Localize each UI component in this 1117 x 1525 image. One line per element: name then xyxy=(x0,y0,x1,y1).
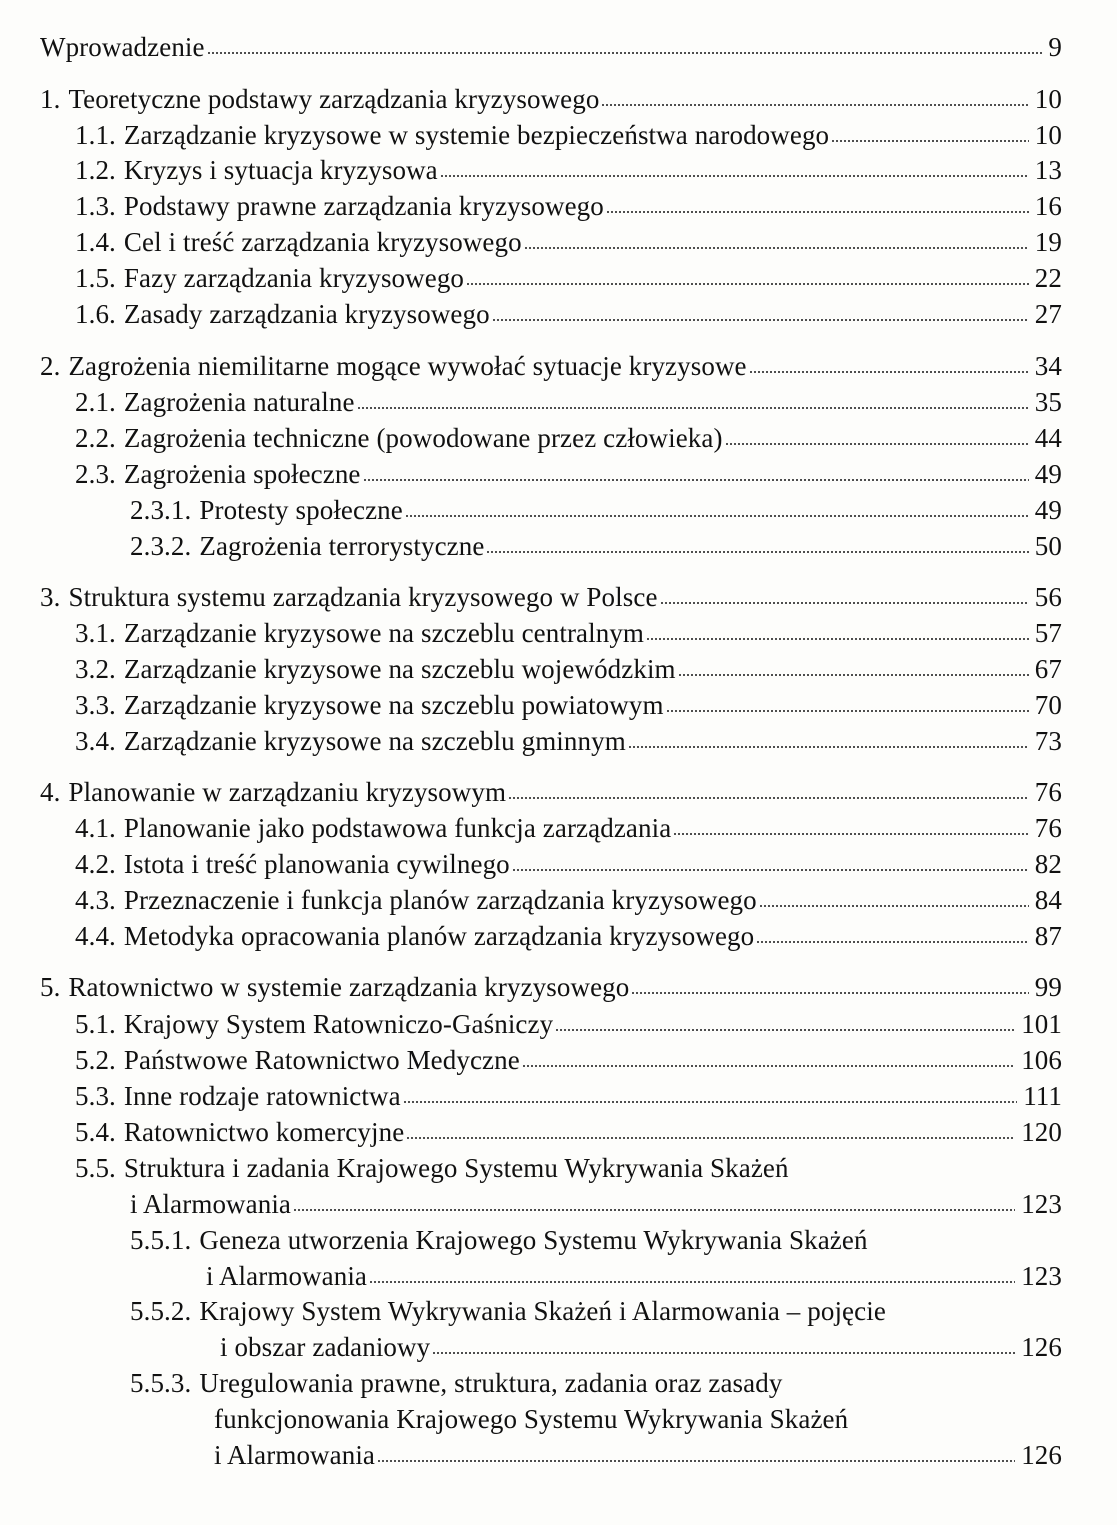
toc-entry-title: Ratownictwo w systemie zarządzania kryzysowego xyxy=(68,972,630,1002)
toc-entry xyxy=(130,527,1062,565)
toc-entry-title: Zagrożenia naturalne xyxy=(123,387,355,417)
toc-entry-number: 3.3. xyxy=(75,690,116,720)
toc-entry-number: 1.4. xyxy=(75,227,116,257)
toc-entry-page-number: 35 xyxy=(1034,387,1062,417)
toc-entry xyxy=(40,28,1062,66)
toc-entry xyxy=(40,80,1062,118)
toc-entry xyxy=(75,223,1062,261)
dot-leader xyxy=(207,48,1043,58)
toc-entry-number: 5.5.3. xyxy=(130,1368,192,1398)
toc-entry xyxy=(75,1113,1062,1151)
toc-entry xyxy=(214,1436,1062,1474)
toc-entry-number: 1.1. xyxy=(75,120,116,150)
toc-entry-page-number: 111 xyxy=(1023,1081,1062,1111)
toc-entry-title: Planowanie jako podstawowa funkcja zarządzania xyxy=(123,813,672,843)
toc-entry xyxy=(214,1400,1062,1438)
dot-leader xyxy=(377,1456,1015,1466)
toc-entry-number: 2. xyxy=(40,351,61,381)
toc-entry-title: Kryzys i sytuacja kryzysowa xyxy=(123,155,438,185)
toc-entry-title: Zagrożenia niemilitarne mogące wywołać sytuacje kryzysowe xyxy=(68,351,747,381)
toc-entry-title: i Alarmowania xyxy=(130,1189,292,1219)
toc-entry-page-number: 10 xyxy=(1034,120,1062,150)
toc-entry-title: Metodyka opracowania planów zarządzania kryzysowego xyxy=(123,921,755,951)
toc-entry-page-number: 120 xyxy=(1021,1117,1062,1147)
toc-entry xyxy=(75,1005,1062,1043)
toc-entry-title: Zasady zarządzania kryzysowego xyxy=(123,299,490,329)
toc-entry-title: Protesty społeczne xyxy=(199,495,403,525)
toc-entry xyxy=(130,1292,1062,1330)
toc-entry-number: 5.3. xyxy=(75,1081,116,1111)
toc-entry-page-number: 82 xyxy=(1034,849,1062,879)
toc-entry-number: 5.4. xyxy=(75,1117,116,1147)
toc-entry-title: Krajowy System Wykrywania Skażeń i Alarmowania – pojęcie xyxy=(199,1296,886,1326)
toc-entry xyxy=(75,686,1062,724)
toc-entry-title: i Alarmowania xyxy=(206,1261,368,1291)
toc-entry-page-number: 99 xyxy=(1034,972,1062,1002)
toc-entry-number: 3.1. xyxy=(75,618,116,648)
toc-entry-page-number: 57 xyxy=(1034,618,1062,648)
toc-entry xyxy=(130,1364,1062,1402)
toc-entry-title: Zarządzanie kryzysowe w systemie bezpieczeństwa narodowego xyxy=(123,120,830,150)
dot-leader xyxy=(508,793,1029,803)
dot-leader xyxy=(606,207,1029,217)
toc-entry-title: Struktura i zadania Krajowego Systemu Wykrywania Skażeń xyxy=(123,1153,789,1183)
toc-entry-title: Cel i treść zarządzania kryzysowego xyxy=(123,227,522,257)
toc-entry-number: 1.2. xyxy=(75,155,116,185)
toc-entry-page-number: 10 xyxy=(1034,84,1062,114)
toc-entry-number: 5.1. xyxy=(75,1009,116,1039)
toc-entry-number: 1.5. xyxy=(75,263,116,293)
toc-entry xyxy=(220,1328,1062,1366)
toc-entry-number: 4. xyxy=(40,777,61,807)
toc-entry-number: 4.4. xyxy=(75,921,116,951)
toc-entry-title: Geneza utworzenia Krajowego Systemu Wykrywania Skażeń xyxy=(199,1225,868,1255)
toc-entry-page-number: 49 xyxy=(1034,459,1062,489)
toc-entry-title: i Alarmowania xyxy=(214,1440,376,1470)
toc-entry xyxy=(75,295,1062,333)
toc-entry-title: Istota i treść planowania cywilnego xyxy=(123,849,510,879)
toc-entry xyxy=(40,578,1062,616)
toc-entry-page-number: 123 xyxy=(1021,1261,1062,1291)
dot-leader xyxy=(440,171,1029,181)
toc-entry xyxy=(75,1041,1062,1079)
toc-entry-number: 1. xyxy=(40,84,61,114)
toc-entry-page-number: 123 xyxy=(1021,1189,1062,1219)
toc-entry xyxy=(75,917,1062,955)
toc-entry-page-number: 76 xyxy=(1034,813,1062,843)
toc-entry-page-number: 106 xyxy=(1021,1045,1062,1075)
toc-entry-title: Struktura systemu zarządzania kryzysowego w Polsce xyxy=(68,582,658,612)
dot-leader xyxy=(466,279,1029,289)
toc-entry xyxy=(75,116,1062,154)
toc-entry-title: Zarządzanie kryzysowe na szczeblu gminnym xyxy=(123,726,626,756)
toc-entry-number: 2.2. xyxy=(75,423,116,453)
toc-entry-title: Podstawy prawne zarządzania kryzysowego xyxy=(123,191,604,221)
toc-entry-title: Fazy zarządzania kryzysowego xyxy=(123,263,465,293)
dot-leader xyxy=(405,511,1029,521)
toc-entry-page-number: 49 xyxy=(1034,495,1062,525)
toc-entry xyxy=(75,187,1062,225)
dot-leader xyxy=(631,988,1028,998)
toc-entry-page-number: 22 xyxy=(1034,263,1062,293)
toc-entry-title: i obszar zadaniowy xyxy=(220,1332,431,1362)
toc-entry xyxy=(75,151,1062,189)
toc-entry-page-number: 70 xyxy=(1034,690,1062,720)
dot-leader xyxy=(756,937,1029,947)
toc-entry-page-number: 50 xyxy=(1034,531,1062,561)
dot-leader xyxy=(666,706,1029,716)
dot-leader xyxy=(492,315,1029,325)
dot-leader xyxy=(831,136,1029,146)
toc-entry-title: Przeznaczenie i funkcja planów zarządzania kryzysowego xyxy=(123,885,757,915)
toc-entry-number: 4.2. xyxy=(75,849,116,879)
toc-entry-title: Inne rodzaje ratownictwa xyxy=(123,1081,401,1111)
toc-entry xyxy=(130,1221,1062,1259)
toc-entry-page-number: 9 xyxy=(1048,32,1062,62)
dot-leader xyxy=(759,901,1029,911)
toc-entry-page-number: 13 xyxy=(1034,155,1062,185)
dot-leader xyxy=(406,1133,1015,1143)
toc-entry-number: 2.1. xyxy=(75,387,116,417)
dot-leader xyxy=(432,1348,1015,1358)
toc-entry xyxy=(75,614,1062,652)
toc-entry-number: 2.3.1. xyxy=(130,495,192,525)
toc-entry-title: Zarządzanie kryzysowe na szczeblu centralnym xyxy=(123,618,645,648)
toc-entry-title: Wprowadzenie xyxy=(40,32,205,62)
toc-entry xyxy=(75,809,1062,847)
toc-entry-number: 3.2. xyxy=(75,654,116,684)
toc-entry-page-number: 126 xyxy=(1021,1332,1062,1362)
toc-entry-number: 3. xyxy=(40,582,61,612)
toc-entry xyxy=(75,419,1062,457)
toc-entry xyxy=(75,722,1062,760)
toc-entry-number: 3.4. xyxy=(75,726,116,756)
toc-entry-title: Planowanie w zarządzaniu kryzysowym xyxy=(68,777,507,807)
dot-leader xyxy=(522,1061,1015,1071)
toc-entry xyxy=(75,455,1062,493)
toc-entry-number: 5.5.2. xyxy=(130,1296,192,1326)
toc-entry-title: Państwowe Ratownictwo Medyczne xyxy=(123,1045,520,1075)
toc-entry-title: Ratownictwo komercyjne xyxy=(123,1117,405,1147)
toc-entry-title: Zarządzanie kryzysowe na szczeblu powiatowym xyxy=(123,690,664,720)
toc-entry-page-number: 84 xyxy=(1034,885,1062,915)
toc-entry xyxy=(75,1149,1062,1187)
dot-leader xyxy=(363,475,1029,485)
dot-leader xyxy=(524,243,1029,253)
toc-entry-number: 1.6. xyxy=(75,299,116,329)
toc-entry xyxy=(75,881,1062,919)
dot-leader xyxy=(369,1277,1015,1287)
toc-entry-title: funkcjonowania Krajowego Systemu Wykrywania Skażeń xyxy=(214,1404,849,1434)
toc-entry xyxy=(75,1077,1062,1115)
toc-entry-number: 2.3. xyxy=(75,459,116,489)
toc-entry-title: Zagrożenia społeczne xyxy=(123,459,361,489)
toc-entry-number: 5.5.1. xyxy=(130,1225,192,1255)
toc-entry-page-number: 44 xyxy=(1034,423,1062,453)
toc-entry-number: 5.5. xyxy=(75,1153,116,1183)
toc-entry-number: 5. xyxy=(40,972,61,1002)
toc-entry xyxy=(40,773,1062,811)
toc-entry xyxy=(130,1185,1062,1223)
toc-entry-page-number: 87 xyxy=(1034,921,1062,951)
dot-leader xyxy=(749,367,1029,377)
dot-leader xyxy=(293,1205,1015,1215)
dot-leader xyxy=(660,598,1029,608)
toc-entry-page-number: 73 xyxy=(1034,726,1062,756)
toc-entry-title: Teoretyczne podstawy zarządzania kryzysowego xyxy=(68,84,600,114)
toc-entry xyxy=(75,259,1062,297)
toc-entry-title: Zagrożenia techniczne (powodowane przez człowieka) xyxy=(123,423,723,453)
toc-entry-page-number: 16 xyxy=(1034,191,1062,221)
toc-entry-title: Krajowy System Ratowniczo-Gaśniczy xyxy=(123,1009,554,1039)
dot-leader xyxy=(403,1097,1018,1107)
toc-entry-page-number: 67 xyxy=(1034,654,1062,684)
toc-entry xyxy=(75,845,1062,883)
toc-entry-page-number: 76 xyxy=(1034,777,1062,807)
toc-entry-title: Zagrożenia terrorystyczne xyxy=(199,531,485,561)
toc-entry-page-number: 101 xyxy=(1021,1009,1062,1039)
toc-entry xyxy=(40,968,1062,1006)
toc-entry-number: 1.3. xyxy=(75,191,116,221)
toc-entry-page-number: 27 xyxy=(1034,299,1062,329)
dot-leader xyxy=(486,547,1028,557)
toc-entry-number: 4.3. xyxy=(75,885,116,915)
toc-entry xyxy=(75,383,1062,421)
dot-leader xyxy=(673,829,1029,839)
toc-entry-page-number: 34 xyxy=(1034,351,1062,381)
toc-entry-number: 4.1. xyxy=(75,813,116,843)
toc-entry-title: Zarządzanie kryzysowe na szczeblu wojewódzkim xyxy=(123,654,676,684)
dot-leader xyxy=(678,670,1029,680)
toc-entry-page-number: 56 xyxy=(1034,582,1062,612)
toc-entry-title: Uregulowania prawne, struktura, zadania oraz zasady xyxy=(199,1368,783,1398)
dot-leader xyxy=(725,439,1029,449)
toc-entry-number: 2.3.2. xyxy=(130,531,192,561)
toc-entry-page-number: 19 xyxy=(1034,227,1062,257)
toc-entry xyxy=(40,347,1062,385)
toc-entry xyxy=(75,650,1062,688)
dot-leader xyxy=(601,100,1028,110)
dot-leader xyxy=(357,403,1029,413)
toc-entry-number: 5.2. xyxy=(75,1045,116,1075)
toc-entry-page-number: 126 xyxy=(1021,1440,1062,1470)
toc-entry xyxy=(130,491,1062,529)
dot-leader xyxy=(555,1025,1015,1035)
dot-leader xyxy=(512,865,1029,875)
toc-entry xyxy=(206,1257,1062,1295)
dot-leader xyxy=(628,742,1029,752)
dot-leader xyxy=(646,634,1029,644)
